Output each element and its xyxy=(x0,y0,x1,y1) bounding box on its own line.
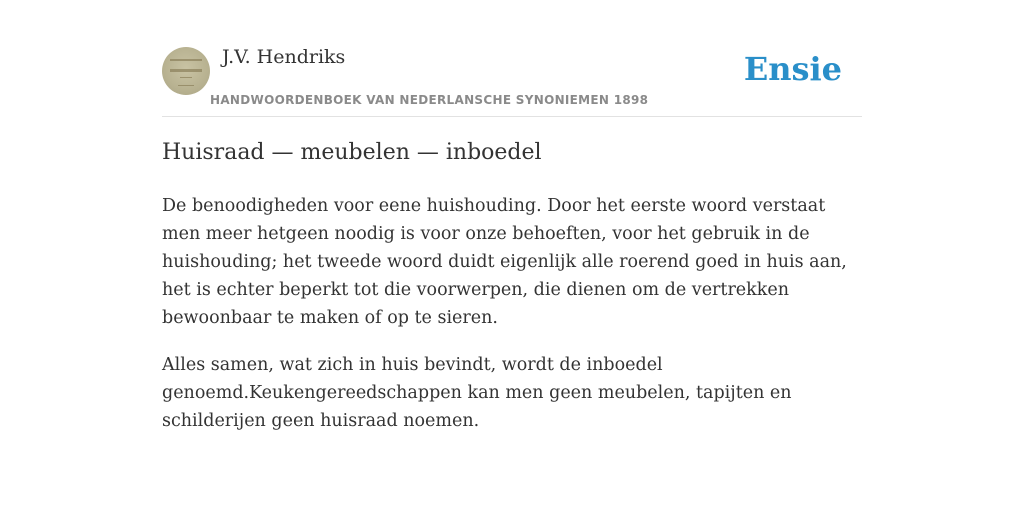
brand-logo[interactable]: Ensie xyxy=(743,50,842,88)
cover-decoration xyxy=(178,85,194,86)
entry-body xyxy=(162,192,867,454)
entry-paragraph: Alles samen, wat zich in huis bevindt, wordt de inboedel genoemd.Keukengereedschappen kan men geen meubelen, tapijten en schilderijen geen huisraad noemen. xyxy=(162,355,792,431)
entry-title: Huisraad — meubelen — inboedel xyxy=(162,140,542,165)
cover-decoration xyxy=(170,69,202,72)
entry-header xyxy=(162,46,862,117)
book-cover-avatar[interactable] xyxy=(162,47,210,95)
source-title[interactable]: HANDWOORDENBOEK VAN NEDERLANSCHE SYNONIEMEN 1898 xyxy=(210,93,649,107)
entry-paragraph: De benoodigheden voor eene huishouding. Door het eerste woord verstaat men meer hetgeen noodig is voor onze behoeften, voor het gebruik in de huishouding; het tweede woord duidt eigenlijk alle roerend goed in huis aan, het is echter beperkt tot die voorwerpen, die dienen om de vertrekken bewoonbaar te maken of op te sieren. xyxy=(162,196,847,328)
cover-decoration xyxy=(170,59,202,61)
cover-decoration xyxy=(180,77,192,78)
author-name[interactable]: J.V. Hendriks xyxy=(222,46,346,68)
